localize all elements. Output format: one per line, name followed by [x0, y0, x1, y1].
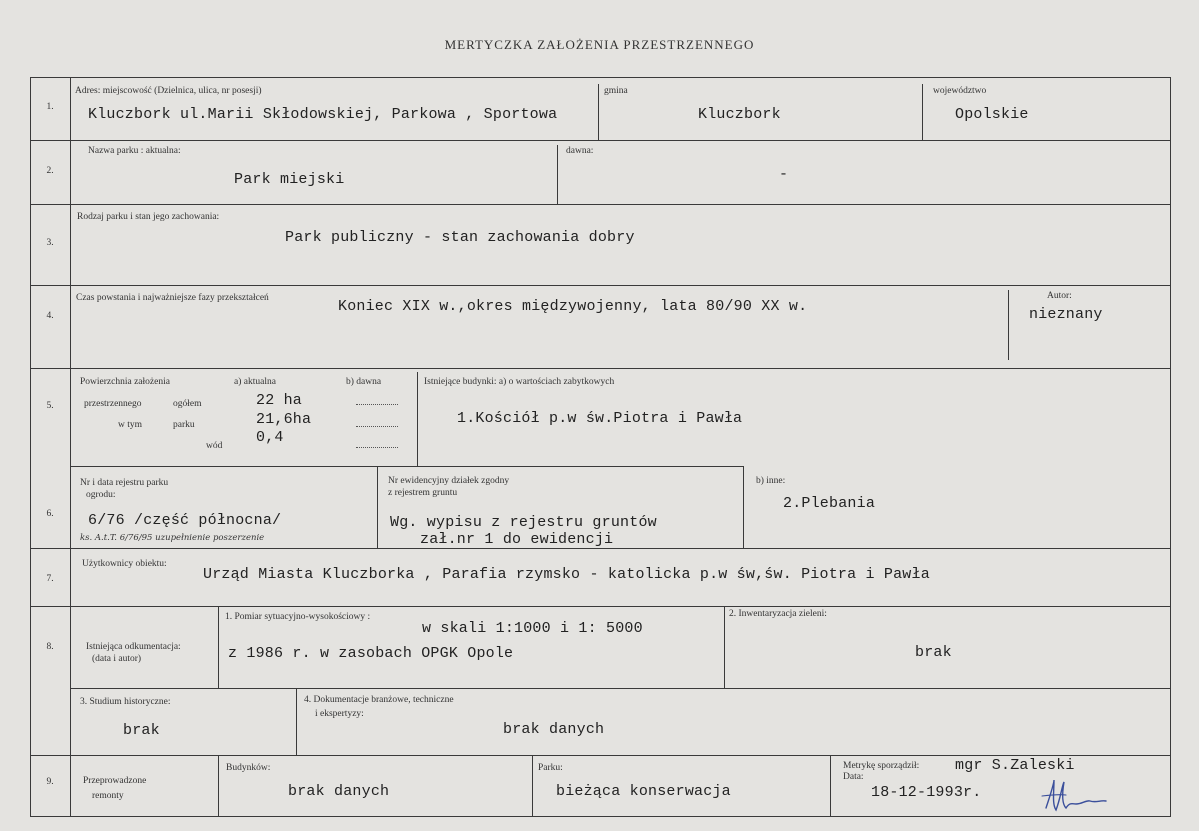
address-value: Kluczbork ul.Marii Skłodowskiej, Parkowa , Sportowa [88, 106, 558, 123]
buildings-value: 1.Kościół p.w św.Piotra i Pawła [457, 410, 743, 427]
technical-docs-label: 4. Dokumentacje branżowe, techniczne [304, 695, 454, 705]
survey-label: 1. Pomiar sytuacyjno-wysokościowy : [225, 612, 371, 622]
technical-docs-label-2: i ekspertyzy: [315, 709, 364, 719]
registry-label-2: ogrodu: [86, 490, 116, 500]
parku-label: parku [173, 420, 195, 430]
former-name-value: - [779, 166, 789, 183]
buildings-label: Istniejące budynki: a) o wartościach zabytkowych [424, 377, 615, 387]
signature-icon [1040, 774, 1115, 816]
row-number: 8. [46, 642, 54, 652]
former-name-label: dawna: [566, 146, 594, 156]
park-type-label: Rodzaj parku i stan jego zachowania: [77, 212, 220, 222]
park-repairs-label: Parku: [538, 763, 563, 773]
park-name-label: Nazwa parku : aktualna: [88, 146, 181, 156]
plot-number-label: Nr ewidencyjny działek zgodny [388, 476, 510, 486]
ogolem-label: ogółem [173, 399, 202, 409]
row-number: 7. [46, 574, 54, 584]
repairs-label-2: remonty [92, 791, 124, 801]
author-value: nieznany [1029, 306, 1103, 323]
row-number: 4. [46, 311, 54, 321]
row-number: 5. [46, 401, 54, 411]
ogolem-value: 22 ha [256, 392, 303, 409]
row-number: 6. [46, 509, 54, 519]
users-label: Użytkownicy obiektu: [82, 559, 167, 569]
creation-time-value: Koniec XIX w.,okres międzywojenny, lata 80/90 XX w. [338, 298, 808, 315]
row-number: 1. [46, 102, 54, 112]
former-water-field [356, 447, 398, 448]
park-type-value: Park publiczny - stan zachowania dobry [285, 229, 635, 246]
registry-value: 6/76 /część północna/ [88, 512, 282, 529]
park-repairs-value: bieżąca konserwacja [556, 783, 731, 800]
other-buildings-label: b) inne: [756, 476, 786, 486]
parku-value: 21,6ha [256, 411, 312, 428]
registry-label: Nr i data rejestru parku [80, 478, 169, 488]
area-former-label: b) dawna [346, 377, 382, 387]
przestrzennego-label: przestrzennego [84, 399, 142, 409]
documentation-label: Istniejąca odkumentacja: [86, 642, 181, 652]
gmina-value: Kluczbork [698, 106, 781, 123]
greenery-label: 2. Inwentaryzacja zieleni: [729, 609, 827, 619]
wojewodztwo-value: Opolskie [955, 106, 1029, 123]
registry-handwritten-note: ks. A.t.T. 6/76/95 uzupełnienie poszerzenie [80, 533, 265, 543]
documentation-label-2: (data i autor) [92, 654, 142, 664]
wod-label: wód [206, 441, 223, 451]
wojewodztwo-label: województwo [933, 86, 987, 96]
prepared-by-label: Metrykę sporządził: [843, 761, 920, 771]
wtym-label: w tym [118, 420, 143, 430]
historical-study-value: brak [123, 722, 160, 739]
date-label: Data: [843, 772, 864, 782]
area-current-label: a) aktualna [234, 377, 276, 387]
creation-time-label: Czas powstania i najważniejsze fazy przekształceń [76, 293, 269, 303]
survey-value-2: z 1986 r. w zasobach OPGK Opole [228, 645, 514, 662]
prepared-by-value: mgr S.Zaleski [955, 757, 1075, 774]
plot-number-value-2: zał.nr 1 do ewidencji [420, 531, 614, 548]
historical-study-label: 3. Studium historyczne: [80, 697, 171, 707]
document-title: MERTYCZKA ZAŁOŻENIA PRZESTRZENNEGO [444, 37, 755, 52]
row-number: 2. [46, 166, 54, 176]
survey-value-1: w skali 1:1000 i 1: 5000 [422, 620, 643, 637]
former-park-field [356, 426, 398, 427]
buildings-repairs-label: Budynków: [226, 763, 271, 773]
greenery-value: brak [915, 644, 952, 661]
gmina-label: gmina [604, 86, 628, 96]
plot-number-value-1: Wg. wypisu z rejestru gruntów [390, 514, 657, 531]
other-buildings-value: 2.Plebania [783, 495, 876, 512]
buildings-repairs-value: brak danych [288, 783, 390, 800]
row-number: 3. [46, 238, 54, 248]
row-number: 9. [46, 777, 54, 787]
park-name-value: Park miejski [234, 171, 345, 188]
address-label: Adres: miejscowość (Dzielnica, ulica, nr posesji) [75, 86, 262, 96]
date-value: 18-12-1993r. [871, 784, 982, 801]
former-area-field [356, 404, 398, 405]
author-label: Autor: [1047, 291, 1072, 301]
users-value: Urząd Miasta Kluczborka , Parafia rzymsko - katolicka p.w św,św. Piotra i Pawła [203, 566, 930, 583]
wod-value: 0,4 [256, 429, 284, 446]
technical-docs-value: brak danych [503, 721, 605, 738]
repairs-label: Przeprowadzone [83, 776, 147, 786]
area-label: Powierzchnia założenia [80, 377, 170, 387]
plot-number-label-2: z rejestrem gruntu [388, 488, 458, 498]
